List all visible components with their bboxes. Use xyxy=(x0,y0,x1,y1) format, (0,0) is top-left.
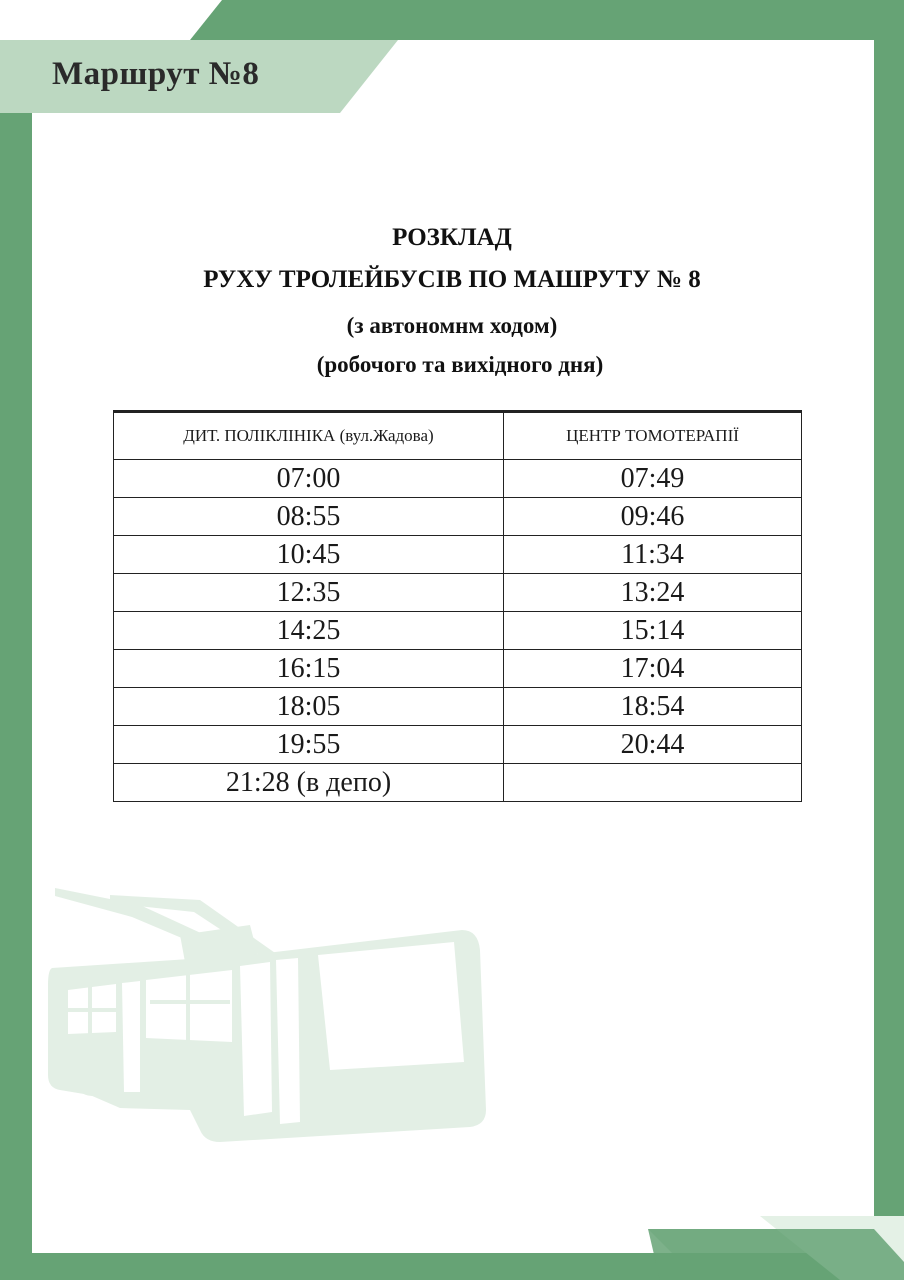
departure-time: 18:05 xyxy=(114,688,504,726)
arrival-time: 15:14 xyxy=(504,612,802,650)
table-row xyxy=(114,574,802,612)
arrival-time: 11:34 xyxy=(504,536,802,574)
table-row xyxy=(114,764,802,802)
departure-time: 21:28 (в депо) xyxy=(114,764,504,802)
table-row xyxy=(114,460,802,498)
table-row xyxy=(114,726,802,764)
arrival-time: 07:49 xyxy=(504,460,802,498)
arrival-time: 13:24 xyxy=(504,574,802,612)
departure-time: 14:25 xyxy=(114,612,504,650)
schedule-note-days: (робочого та вихідного дня) xyxy=(316,352,604,377)
table-header-row xyxy=(114,412,802,460)
table-row xyxy=(114,612,802,650)
table-row xyxy=(114,650,802,688)
departure-time: 07:00 xyxy=(114,460,504,498)
table-row xyxy=(114,688,802,726)
arrival-time: 09:46 xyxy=(504,498,802,536)
table-row xyxy=(114,536,802,574)
departure-time: 08:55 xyxy=(114,498,504,536)
departure-time: 10:45 xyxy=(114,536,504,574)
table-row xyxy=(114,498,802,536)
route-title: Маршрут №8 xyxy=(52,56,260,92)
column-header-departure: ДИТ. ПОЛІКЛІНІКА (вул.Жадова) xyxy=(114,412,504,460)
departure-time: 19:55 xyxy=(114,726,504,764)
schedule-title: РОЗКЛАД xyxy=(392,224,512,251)
departure-time: 16:15 xyxy=(114,650,504,688)
arrival-time: 20:44 xyxy=(504,726,802,764)
arrival-time: 18:54 xyxy=(504,688,802,726)
column-header-arrival: ЦЕНТР ТОМОТЕРАПІЇ xyxy=(504,412,802,460)
departure-time: 12:35 xyxy=(114,574,504,612)
schedule-subtitle: РУХУ ТРОЛЕЙБУСІВ ПО МАШРУТУ № 8 xyxy=(203,266,701,293)
arrival-time xyxy=(504,764,802,802)
arrival-time: 17:04 xyxy=(504,650,802,688)
schedule-note-autonomous: (з автономнм ходом) xyxy=(346,313,558,338)
schedule-table xyxy=(113,410,802,802)
